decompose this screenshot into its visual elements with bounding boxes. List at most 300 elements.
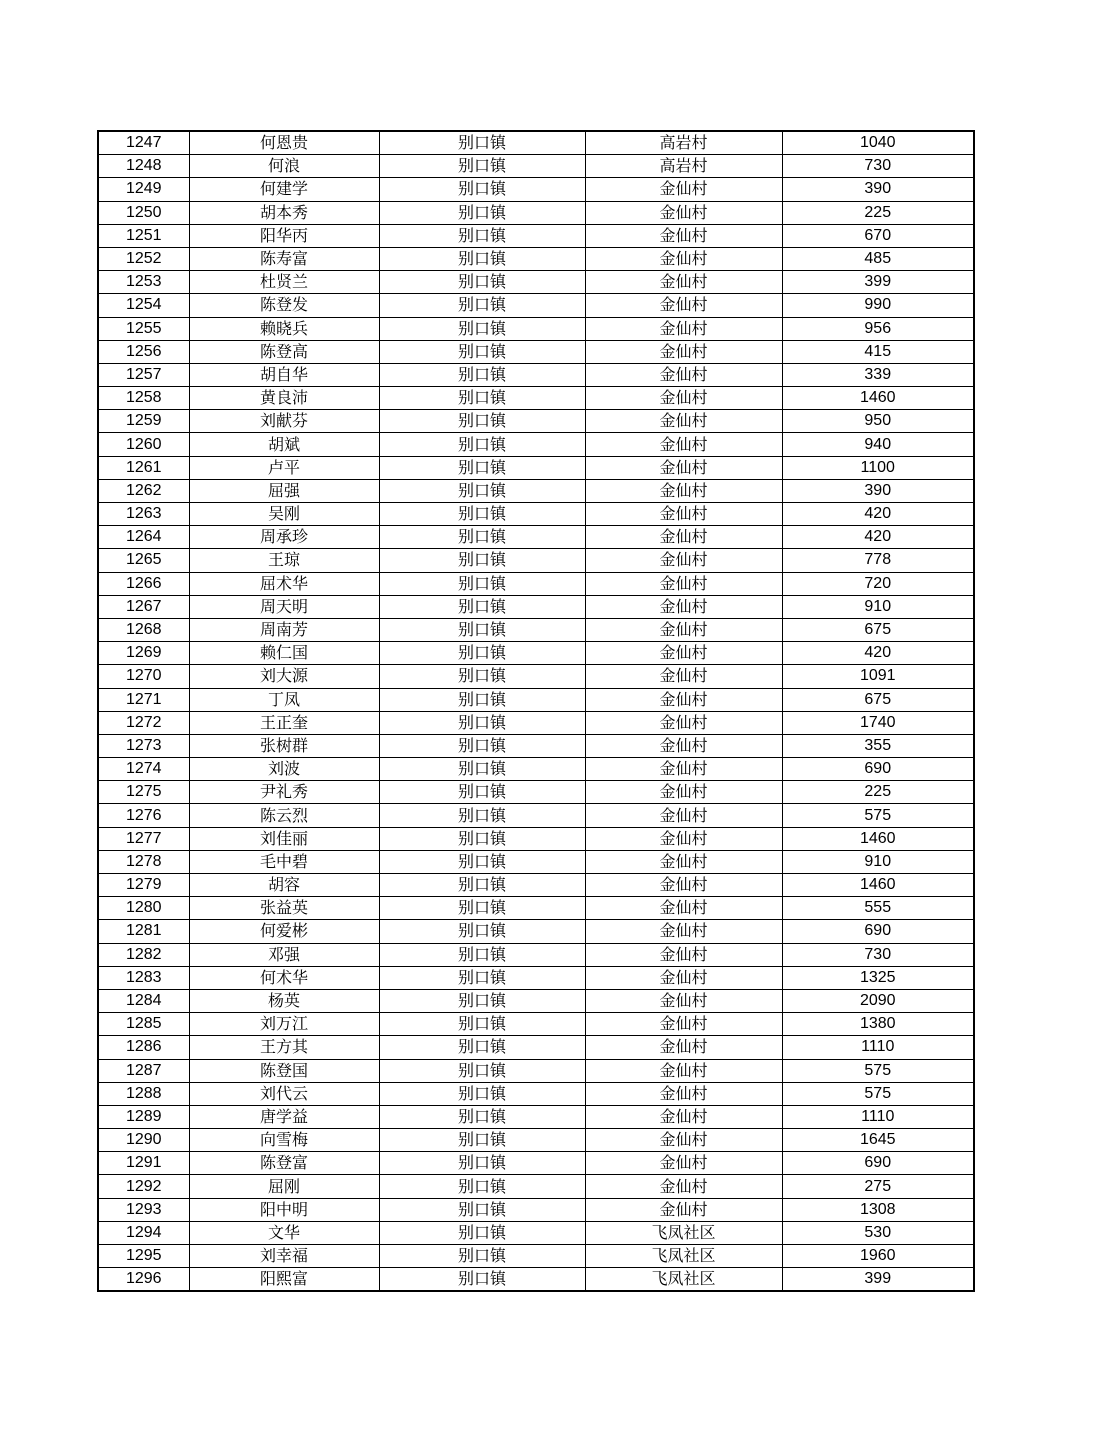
table-row: [98, 920, 974, 943]
name-cell: 文华: [189, 1221, 379, 1244]
town-cell: 别口镇: [379, 943, 585, 966]
table-row: [98, 201, 974, 224]
table-row: [98, 989, 974, 1012]
town-cell: 别口镇: [379, 781, 585, 804]
town-cell: 别口镇: [379, 549, 585, 572]
name-cell: 周承珍: [189, 526, 379, 549]
name-cell: 胡本秀: [189, 201, 379, 224]
amount-cell: 690: [782, 920, 974, 943]
amount-cell: 1110: [782, 1105, 974, 1128]
town-cell: 别口镇: [379, 1221, 585, 1244]
town-cell: 别口镇: [379, 874, 585, 897]
table-row: [98, 734, 974, 757]
village-cell: 金仙村: [585, 1152, 782, 1175]
village-cell: 金仙村: [585, 294, 782, 317]
name-cell: 杨英: [189, 989, 379, 1012]
amount-cell: 1740: [782, 711, 974, 734]
amount-cell: 1460: [782, 827, 974, 850]
row-number-cell: 1276: [98, 804, 189, 827]
village-cell: 金仙村: [585, 178, 782, 201]
town-cell: 别口镇: [379, 479, 585, 502]
town-cell: 别口镇: [379, 456, 585, 479]
row-number-cell: 1279: [98, 874, 189, 897]
town-cell: 别口镇: [379, 1152, 585, 1175]
amount-cell: 399: [782, 271, 974, 294]
table-row: [98, 1152, 974, 1175]
town-cell: 别口镇: [379, 155, 585, 178]
row-number-cell: 1282: [98, 943, 189, 966]
town-cell: 别口镇: [379, 1036, 585, 1059]
town-cell: 别口镇: [379, 734, 585, 757]
town-cell: 别口镇: [379, 572, 585, 595]
town-cell: 别口镇: [379, 966, 585, 989]
row-number-cell: 1265: [98, 549, 189, 572]
village-cell: 金仙村: [585, 688, 782, 711]
amount-cell: 910: [782, 850, 974, 873]
village-cell: 金仙村: [585, 549, 782, 572]
village-cell: 金仙村: [585, 618, 782, 641]
village-cell: 金仙村: [585, 1175, 782, 1198]
town-cell: 别口镇: [379, 711, 585, 734]
amount-cell: 339: [782, 363, 974, 386]
amount-cell: 555: [782, 897, 974, 920]
town-cell: 别口镇: [379, 387, 585, 410]
row-number-cell: 1247: [98, 131, 189, 155]
village-cell: 金仙村: [585, 781, 782, 804]
row-number-cell: 1263: [98, 503, 189, 526]
village-cell: 金仙村: [585, 943, 782, 966]
row-number-cell: 1283: [98, 966, 189, 989]
table-row: [98, 503, 974, 526]
row-number-cell: 1291: [98, 1152, 189, 1175]
town-cell: 别口镇: [379, 1105, 585, 1128]
name-cell: 陈登国: [189, 1059, 379, 1082]
table-row: [98, 1036, 974, 1059]
village-cell: 金仙村: [585, 201, 782, 224]
row-number-cell: 1286: [98, 1036, 189, 1059]
amount-cell: 950: [782, 410, 974, 433]
town-cell: 别口镇: [379, 804, 585, 827]
village-cell: 金仙村: [585, 271, 782, 294]
town-cell: 别口镇: [379, 131, 585, 155]
row-number-cell: 1259: [98, 410, 189, 433]
village-cell: 金仙村: [585, 1059, 782, 1082]
amount-cell: 1040: [782, 131, 974, 155]
row-number-cell: 1248: [98, 155, 189, 178]
row-number-cell: 1260: [98, 433, 189, 456]
table-row: [98, 827, 974, 850]
name-cell: 陈登高: [189, 340, 379, 363]
name-cell: 屈术华: [189, 572, 379, 595]
amount-cell: 1460: [782, 874, 974, 897]
village-cell: 金仙村: [585, 572, 782, 595]
village-cell: 金仙村: [585, 758, 782, 781]
town-cell: 别口镇: [379, 410, 585, 433]
town-cell: 别口镇: [379, 688, 585, 711]
name-cell: 陈登富: [189, 1152, 379, 1175]
town-cell: 别口镇: [379, 827, 585, 850]
amount-cell: 1325: [782, 966, 974, 989]
row-number-cell: 1253: [98, 271, 189, 294]
amount-cell: 225: [782, 781, 974, 804]
town-cell: 别口镇: [379, 1268, 585, 1292]
table-row: [98, 549, 974, 572]
row-number-cell: 1254: [98, 294, 189, 317]
amount-cell: 415: [782, 340, 974, 363]
name-cell: 阳熙富: [189, 1268, 379, 1292]
table-row: [98, 758, 974, 781]
row-number-cell: 1255: [98, 317, 189, 340]
name-cell: 杜贤兰: [189, 271, 379, 294]
name-cell: 王琼: [189, 549, 379, 572]
town-cell: 别口镇: [379, 1198, 585, 1221]
row-number-cell: 1275: [98, 781, 189, 804]
amount-cell: 2090: [782, 989, 974, 1012]
amount-cell: 670: [782, 224, 974, 247]
amount-cell: 730: [782, 155, 974, 178]
name-cell: 刘波: [189, 758, 379, 781]
name-cell: 毛中碧: [189, 850, 379, 873]
village-cell: 金仙村: [585, 1082, 782, 1105]
amount-cell: 1091: [782, 665, 974, 688]
name-cell: 何术华: [189, 966, 379, 989]
amount-cell: 690: [782, 758, 974, 781]
table-row: [98, 224, 974, 247]
table-row: [98, 642, 974, 665]
name-cell: 王正奎: [189, 711, 379, 734]
town-cell: 别口镇: [379, 363, 585, 386]
row-number-cell: 1278: [98, 850, 189, 873]
row-number-cell: 1273: [98, 734, 189, 757]
village-cell: 金仙村: [585, 503, 782, 526]
amount-cell: 575: [782, 1059, 974, 1082]
table-row: [98, 479, 974, 502]
row-number-cell: 1295: [98, 1245, 189, 1268]
name-cell: 吴刚: [189, 503, 379, 526]
row-number-cell: 1256: [98, 340, 189, 363]
name-cell: 胡斌: [189, 433, 379, 456]
village-cell: 金仙村: [585, 850, 782, 873]
village-cell: 金仙村: [585, 224, 782, 247]
village-cell: 金仙村: [585, 456, 782, 479]
row-number-cell: 1287: [98, 1059, 189, 1082]
amount-cell: 1308: [782, 1198, 974, 1221]
row-number-cell: 1277: [98, 827, 189, 850]
row-number-cell: 1294: [98, 1221, 189, 1244]
town-cell: 别口镇: [379, 1175, 585, 1198]
name-cell: 周南芳: [189, 618, 379, 641]
name-cell: 卢平: [189, 456, 379, 479]
row-number-cell: 1252: [98, 247, 189, 270]
name-cell: 阳华丙: [189, 224, 379, 247]
amount-cell: 225: [782, 201, 974, 224]
name-cell: 尹礼秀: [189, 781, 379, 804]
table-row: [98, 456, 974, 479]
table-row: [98, 618, 974, 641]
village-cell: 金仙村: [585, 734, 782, 757]
table-row: [98, 804, 974, 827]
village-cell: 金仙村: [585, 363, 782, 386]
name-cell: 何建学: [189, 178, 379, 201]
table-row: [98, 966, 974, 989]
table-row: [98, 294, 974, 317]
town-cell: 别口镇: [379, 850, 585, 873]
name-cell: 阳中明: [189, 1198, 379, 1221]
name-cell: 陈云烈: [189, 804, 379, 827]
town-cell: 别口镇: [379, 271, 585, 294]
name-cell: 刘大源: [189, 665, 379, 688]
name-cell: 黄良沛: [189, 387, 379, 410]
table-row: [98, 874, 974, 897]
amount-cell: 575: [782, 804, 974, 827]
town-cell: 别口镇: [379, 1082, 585, 1105]
village-cell: 金仙村: [585, 665, 782, 688]
row-number-cell: 1261: [98, 456, 189, 479]
village-cell: 金仙村: [585, 897, 782, 920]
row-number-cell: 1274: [98, 758, 189, 781]
table-row: [98, 178, 974, 201]
name-cell: 陈寿富: [189, 247, 379, 270]
row-number-cell: 1257: [98, 363, 189, 386]
town-cell: 别口镇: [379, 340, 585, 363]
village-cell: 金仙村: [585, 1105, 782, 1128]
amount-cell: 720: [782, 572, 974, 595]
town-cell: 别口镇: [379, 897, 585, 920]
village-cell: 金仙村: [585, 1036, 782, 1059]
table-row: [98, 1129, 974, 1152]
amount-cell: 956: [782, 317, 974, 340]
name-cell: 张树群: [189, 734, 379, 757]
name-cell: 刘代云: [189, 1082, 379, 1105]
village-cell: 金仙村: [585, 920, 782, 943]
amount-cell: 675: [782, 688, 974, 711]
amount-cell: 1460: [782, 387, 974, 410]
town-cell: 别口镇: [379, 618, 585, 641]
row-number-cell: 1270: [98, 665, 189, 688]
village-cell: 金仙村: [585, 1198, 782, 1221]
name-cell: 屈强: [189, 479, 379, 502]
amount-cell: 530: [782, 1221, 974, 1244]
row-number-cell: 1258: [98, 387, 189, 410]
table-row: [98, 1082, 974, 1105]
table-row: [98, 781, 974, 804]
table-row: [98, 1221, 974, 1244]
table-row: [98, 410, 974, 433]
town-cell: 别口镇: [379, 526, 585, 549]
row-number-cell: 1264: [98, 526, 189, 549]
town-cell: 别口镇: [379, 595, 585, 618]
amount-cell: 355: [782, 734, 974, 757]
village-cell: 金仙村: [585, 1013, 782, 1036]
town-cell: 别口镇: [379, 1013, 585, 1036]
row-number-cell: 1251: [98, 224, 189, 247]
table-row: [98, 1268, 974, 1292]
village-cell: 飞凤社区: [585, 1245, 782, 1268]
table-row: [98, 387, 974, 410]
amount-cell: 420: [782, 503, 974, 526]
table-row: [98, 363, 974, 386]
amount-cell: 390: [782, 178, 974, 201]
town-cell: 别口镇: [379, 1245, 585, 1268]
amount-cell: 730: [782, 943, 974, 966]
table-row: [98, 155, 974, 178]
table-row: [98, 943, 974, 966]
village-cell: 飞凤社区: [585, 1221, 782, 1244]
name-cell: 陈登发: [189, 294, 379, 317]
village-cell: 金仙村: [585, 827, 782, 850]
town-cell: 别口镇: [379, 178, 585, 201]
amount-cell: 399: [782, 1268, 974, 1292]
village-cell: 金仙村: [585, 340, 782, 363]
town-cell: 别口镇: [379, 224, 585, 247]
village-cell: 金仙村: [585, 317, 782, 340]
village-cell: 金仙村: [585, 966, 782, 989]
town-cell: 别口镇: [379, 247, 585, 270]
name-cell: 刘万江: [189, 1013, 379, 1036]
name-cell: 邓强: [189, 943, 379, 966]
name-cell: 赖仁国: [189, 642, 379, 665]
village-cell: 金仙村: [585, 711, 782, 734]
village-cell: 飞凤社区: [585, 1268, 782, 1292]
table-row: [98, 1175, 974, 1198]
table-row: [98, 1105, 974, 1128]
village-cell: 金仙村: [585, 989, 782, 1012]
town-cell: 别口镇: [379, 503, 585, 526]
village-cell: 高岩村: [585, 155, 782, 178]
row-number-cell: 1281: [98, 920, 189, 943]
name-cell: 赖晓兵: [189, 317, 379, 340]
amount-cell: 390: [782, 479, 974, 502]
village-cell: 金仙村: [585, 804, 782, 827]
amount-cell: 910: [782, 595, 974, 618]
row-number-cell: 1271: [98, 688, 189, 711]
village-cell: 金仙村: [585, 874, 782, 897]
name-cell: 胡容: [189, 874, 379, 897]
town-cell: 别口镇: [379, 920, 585, 943]
town-cell: 别口镇: [379, 201, 585, 224]
table-row: [98, 340, 974, 363]
village-cell: 金仙村: [585, 595, 782, 618]
table-row: [98, 688, 974, 711]
name-cell: 张益英: [189, 897, 379, 920]
amount-cell: 420: [782, 642, 974, 665]
amount-cell: 575: [782, 1082, 974, 1105]
row-number-cell: 1267: [98, 595, 189, 618]
table-row: [98, 572, 974, 595]
town-cell: 别口镇: [379, 642, 585, 665]
amount-cell: 1110: [782, 1036, 974, 1059]
village-cell: 金仙村: [585, 526, 782, 549]
table-row: [98, 317, 974, 340]
amount-cell: 940: [782, 433, 974, 456]
amount-cell: 990: [782, 294, 974, 317]
amount-cell: 420: [782, 526, 974, 549]
amount-cell: 1380: [782, 1013, 974, 1036]
row-number-cell: 1268: [98, 618, 189, 641]
amount-cell: 1960: [782, 1245, 974, 1268]
row-number-cell: 1289: [98, 1105, 189, 1128]
row-number-cell: 1293: [98, 1198, 189, 1221]
amount-cell: 675: [782, 618, 974, 641]
name-cell: 刘幸福: [189, 1245, 379, 1268]
town-cell: 别口镇: [379, 989, 585, 1012]
row-number-cell: 1249: [98, 178, 189, 201]
table-row: [98, 897, 974, 920]
table-row: [98, 665, 974, 688]
row-number-cell: 1272: [98, 711, 189, 734]
village-cell: 金仙村: [585, 433, 782, 456]
town-cell: 别口镇: [379, 758, 585, 781]
table-row: [98, 1013, 974, 1036]
name-cell: 刘献芬: [189, 410, 379, 433]
amount-cell: 1645: [782, 1129, 974, 1152]
row-number-cell: 1266: [98, 572, 189, 595]
table-row: [98, 247, 974, 270]
row-number-cell: 1285: [98, 1013, 189, 1036]
village-cell: 金仙村: [585, 247, 782, 270]
row-number-cell: 1292: [98, 1175, 189, 1198]
name-cell: 王方其: [189, 1036, 379, 1059]
amount-cell: 690: [782, 1152, 974, 1175]
row-number-cell: 1290: [98, 1129, 189, 1152]
name-cell: 刘佳丽: [189, 827, 379, 850]
village-cell: 金仙村: [585, 642, 782, 665]
name-cell: 何恩贵: [189, 131, 379, 155]
table-row: [98, 850, 974, 873]
row-number-cell: 1262: [98, 479, 189, 502]
village-cell: 高岩村: [585, 131, 782, 155]
amount-cell: 275: [782, 1175, 974, 1198]
village-cell: 金仙村: [585, 410, 782, 433]
amount-cell: 778: [782, 549, 974, 572]
name-cell: 周天明: [189, 595, 379, 618]
town-cell: 别口镇: [379, 294, 585, 317]
town-cell: 别口镇: [379, 665, 585, 688]
table-row: [98, 526, 974, 549]
roster-table: [97, 130, 975, 1292]
name-cell: 屈刚: [189, 1175, 379, 1198]
row-number-cell: 1250: [98, 201, 189, 224]
table-row: [98, 271, 974, 294]
table-row: [98, 433, 974, 456]
town-cell: 别口镇: [379, 1059, 585, 1082]
name-cell: 唐学益: [189, 1105, 379, 1128]
town-cell: 别口镇: [379, 1129, 585, 1152]
table-row: [98, 711, 974, 734]
table-row: [98, 1245, 974, 1268]
village-cell: 金仙村: [585, 1129, 782, 1152]
row-number-cell: 1280: [98, 897, 189, 920]
table-row: [98, 1198, 974, 1221]
table-row: [98, 595, 974, 618]
row-number-cell: 1284: [98, 989, 189, 1012]
amount-cell: 485: [782, 247, 974, 270]
town-cell: 别口镇: [379, 317, 585, 340]
amount-cell: 1100: [782, 456, 974, 479]
roster-table-body: [98, 131, 974, 1291]
name-cell: 丁凤: [189, 688, 379, 711]
town-cell: 别口镇: [379, 433, 585, 456]
row-number-cell: 1269: [98, 642, 189, 665]
row-number-cell: 1288: [98, 1082, 189, 1105]
table-row: [98, 1059, 974, 1082]
name-cell: 胡自华: [189, 363, 379, 386]
row-number-cell: 1296: [98, 1268, 189, 1292]
name-cell: 何爱彬: [189, 920, 379, 943]
village-cell: 金仙村: [585, 479, 782, 502]
name-cell: 向雪梅: [189, 1129, 379, 1152]
village-cell: 金仙村: [585, 387, 782, 410]
